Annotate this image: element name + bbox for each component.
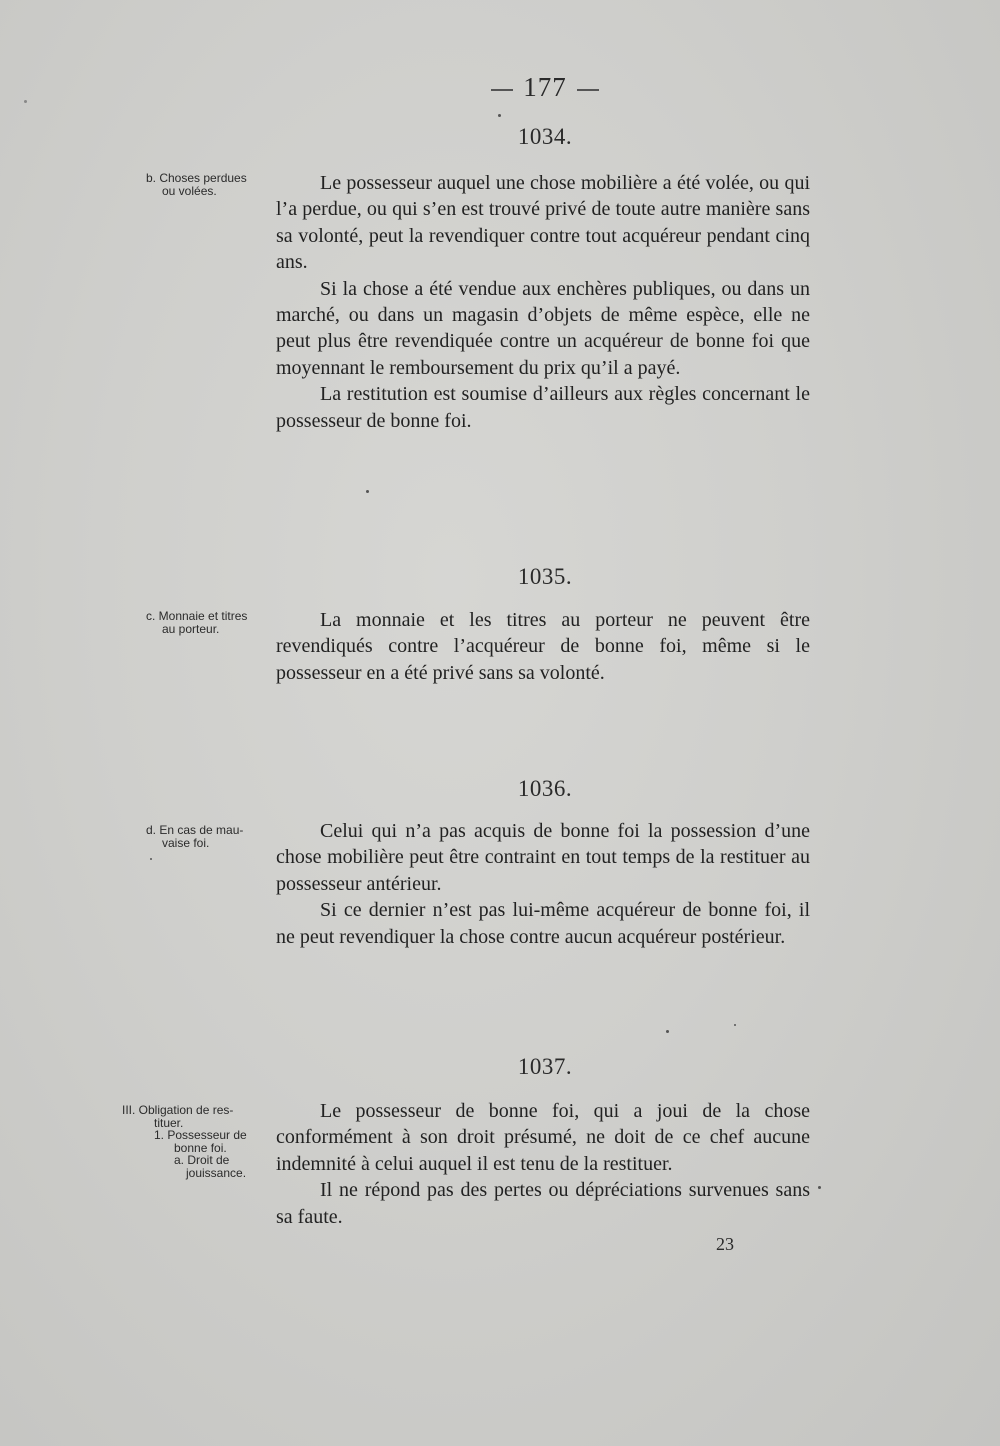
article-number-1035: 1035. (517, 564, 573, 589)
margin-note-line: au porteur. (162, 621, 220, 636)
paragraph: Celui qui n’a pas acquis de bonne foi la possession d’une chose mobilière peut être contraint en tout temps de la restituer au possesseur antérieur. (276, 820, 810, 895)
margin-note-line: vaise foi. (162, 835, 210, 850)
article-body-1037 (276, 1098, 810, 1230)
margin-note-line: III. Obligation de res- (122, 1103, 234, 1117)
article-number-1037: 1037. (517, 1054, 573, 1079)
scan-speck (150, 858, 152, 860)
article-body-1035 (276, 607, 810, 686)
paragraph: La monnaie et les titres au porteur ne peuvent être revendiqués contre l’acquéreur de bonne foi, même si le possesseur en a été privé sans sa volonté. (276, 609, 810, 684)
page-header (0, 72, 1000, 103)
margin-note-line: a. Droit de (174, 1153, 230, 1167)
page-number: 177 (523, 72, 567, 102)
margin-note-line: tituer. (154, 1115, 184, 1130)
margin-note-line: 1. Possesseur de (154, 1128, 247, 1142)
paragraph: Il ne répond pas des pertes ou dépréciations survenues sans sa faute. (276, 1179, 810, 1228)
margin-note-line: d. En cas de mau- (146, 823, 244, 837)
signature-mark: 23 (716, 1234, 734, 1254)
scan-speck (366, 490, 369, 493)
header-dash-left (491, 89, 513, 91)
paragraph: Le possesseur auquel une chose mobilière a été volée, ou qui l’a perdue, ou qui s’en est trouvé privé de toute autre manière sans sa volonté, peut la revendiquer contre tout acquéreur pendant cinq ans. (276, 172, 810, 274)
scan-speck (734, 1024, 736, 1026)
margin-note-1034 (146, 172, 247, 197)
paragraph: La restitution est soumise d’ailleurs aux règles concernant le possesseur de bonne foi. (276, 383, 810, 432)
margin-note-line: bonne foi. (174, 1140, 227, 1155)
article-number-1036: 1036. (517, 776, 573, 801)
margin-note-1037 (122, 1104, 247, 1179)
scan-speck (666, 1030, 669, 1033)
paragraph: Si la chose a été vendue aux enchères publiques, ou dans un marché, ou dans un magasin d’objets de même espèce, elle ne peut plus être revendiquée contre un acquéreur de bonne foi que moyennant le remboursement du prix qu’il a payé. (276, 277, 810, 379)
margin-note-1036 (146, 824, 243, 849)
scan-speck (818, 1186, 821, 1189)
paragraph: Si ce dernier n’est pas lui-même acquéreur de bonne foi, il ne peut revendiquer la chose contre aucun acquéreur postérieur. (276, 899, 810, 948)
scan-speck (24, 100, 27, 103)
article-body-1036 (276, 818, 810, 950)
margin-note-line: ou volées. (162, 183, 217, 198)
scan-speck (498, 114, 501, 117)
margin-note-line: c. Monnaie et titres (146, 609, 248, 623)
article-body-1034 (276, 170, 810, 434)
header-dash-right (577, 89, 599, 91)
margin-note-1035 (146, 610, 247, 635)
margin-note-line: b. Choses perdues (146, 171, 247, 185)
paragraph: Le possesseur de bonne foi, qui a joui de la chose conformément à son droit présumé, ne doit de ce chef aucune indemnité à celui auquel il est tenu de la restituer. (276, 1100, 810, 1175)
margin-note-line: jouissance. (186, 1165, 247, 1180)
article-number-1034: 1034. (517, 124, 573, 149)
